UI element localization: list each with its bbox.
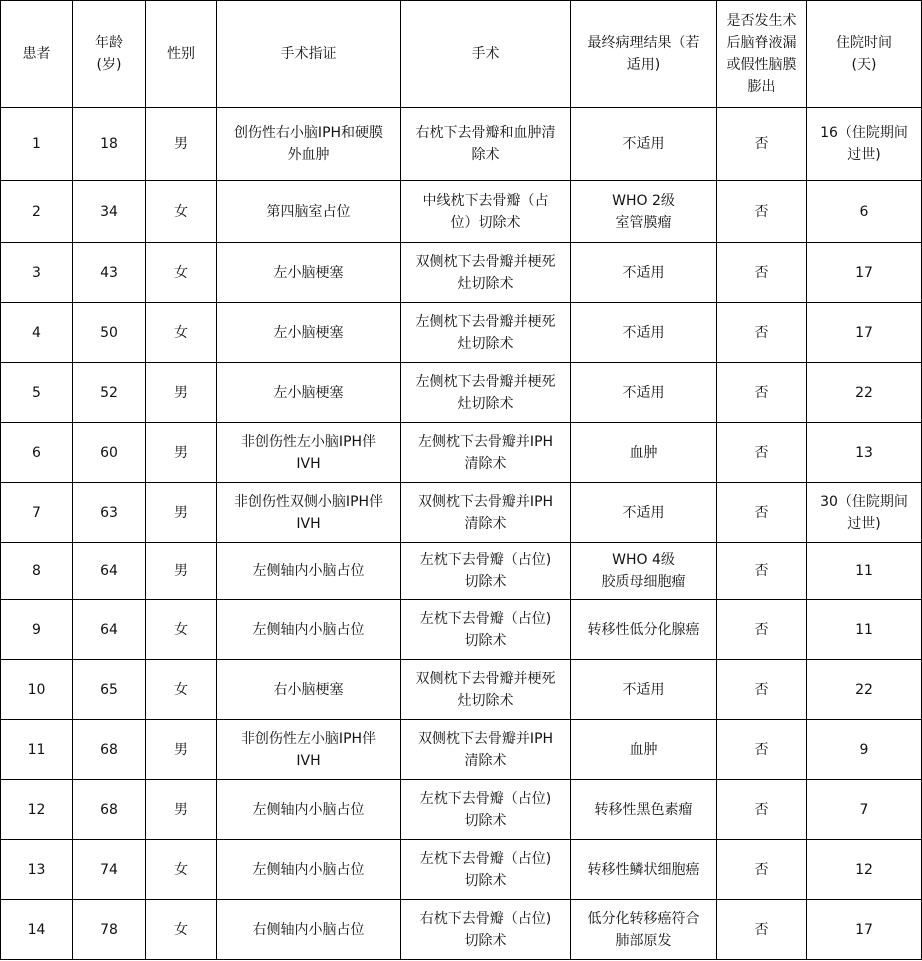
table-row <box>1 660 922 720</box>
age-cell: 18 <box>73 108 146 181</box>
indication-cell: 左侧轴内小脑占位 <box>217 600 401 660</box>
table-row <box>1 483 922 543</box>
csf-leak-cell: 否 <box>717 840 807 900</box>
surgery-cell: 左枕下去骨瓣（占位) 切除术 <box>401 840 571 900</box>
header-cell: 手术 <box>401 1 571 108</box>
pathology-cell: 血肿 <box>571 423 717 483</box>
surgery-cell: 双侧枕下去骨瓣并梗死 灶切除术 <box>401 660 571 720</box>
pathology-cell: 不适用 <box>571 483 717 543</box>
stay-cell: 17 <box>807 303 922 363</box>
sex-cell: 女 <box>146 900 217 960</box>
table-row <box>1 303 922 363</box>
indication-cell: 非创伤性双侧小脑IPH伴 IVH <box>217 483 401 543</box>
pathology-cell: 低分化转移癌符合 肺部原发 <box>571 900 717 960</box>
table-row <box>1 780 922 840</box>
table-row <box>1 840 922 900</box>
age-cell: 50 <box>73 303 146 363</box>
sex-cell: 男 <box>146 483 217 543</box>
age-cell: 64 <box>73 543 146 600</box>
table-row <box>1 543 922 600</box>
sex-cell: 女 <box>146 181 217 243</box>
patient-id-cell: 14 <box>1 900 73 960</box>
surgery-cell: 左侧枕下去骨瓣并梗死 灶切除术 <box>401 363 571 423</box>
patient-id-cell: 11 <box>1 720 73 780</box>
table-row <box>1 108 922 181</box>
csf-leak-cell: 否 <box>717 600 807 660</box>
header-cell: 手术指证 <box>217 1 401 108</box>
header-cell: 患者 <box>1 1 73 108</box>
stay-cell: 22 <box>807 363 922 423</box>
header-row <box>1 1 922 108</box>
sex-cell: 女 <box>146 660 217 720</box>
sex-cell: 女 <box>146 303 217 363</box>
indication-cell: 左小脑梗塞 <box>217 243 401 303</box>
indication-cell: 左侧轴内小脑占位 <box>217 543 401 600</box>
surgery-cell: 双侧枕下去骨瓣并梗死 灶切除术 <box>401 243 571 303</box>
table-row <box>1 900 922 960</box>
surgery-cell: 左侧枕下去骨瓣并IPH 清除术 <box>401 423 571 483</box>
age-cell: 65 <box>73 660 146 720</box>
sex-cell: 男 <box>146 363 217 423</box>
stay-cell: 17 <box>807 243 922 303</box>
header-cell: 住院时间 (天) <box>807 1 922 108</box>
age-cell: 68 <box>73 780 146 840</box>
indication-cell: 非创伤性左小脑IPH伴 IVH <box>217 720 401 780</box>
patient-id-cell: 10 <box>1 660 73 720</box>
header-cell: 是否发生术 后脑脊液漏 或假性脑膜 膨出 <box>717 1 807 108</box>
pathology-cell: 转移性鳞状细胞癌 <box>571 840 717 900</box>
pathology-cell: 转移性低分化腺癌 <box>571 600 717 660</box>
pathology-cell: 不适用 <box>571 363 717 423</box>
csf-leak-cell: 否 <box>717 660 807 720</box>
stay-cell: 12 <box>807 840 922 900</box>
age-cell: 34 <box>73 181 146 243</box>
surgery-cell: 双侧枕下去骨瓣并IPH 清除术 <box>401 720 571 780</box>
sex-cell: 男 <box>146 423 217 483</box>
indication-cell: 左小脑梗塞 <box>217 303 401 363</box>
stay-cell: 30（住院期间 过世) <box>807 483 922 543</box>
indication-cell: 左侧轴内小脑占位 <box>217 840 401 900</box>
table-row <box>1 181 922 243</box>
age-cell: 74 <box>73 840 146 900</box>
pathology-cell: 转移性黑色素瘤 <box>571 780 717 840</box>
indication-cell: 非创伤性左小脑IPH伴 IVH <box>217 423 401 483</box>
csf-leak-cell: 否 <box>717 363 807 423</box>
csf-leak-cell: 否 <box>717 543 807 600</box>
surgery-cell: 左侧枕下去骨瓣并梗死 灶切除术 <box>401 303 571 363</box>
patient-id-cell: 8 <box>1 543 73 600</box>
sex-cell: 男 <box>146 108 217 181</box>
patient-id-cell: 2 <box>1 181 73 243</box>
stay-cell: 13 <box>807 423 922 483</box>
indication-cell: 右小脑梗塞 <box>217 660 401 720</box>
surgery-cell: 右枕下去骨瓣（占位) 切除术 <box>401 900 571 960</box>
sex-cell: 男 <box>146 780 217 840</box>
sex-cell: 女 <box>146 600 217 660</box>
patient-id-cell: 4 <box>1 303 73 363</box>
csf-leak-cell: 否 <box>717 423 807 483</box>
csf-leak-cell: 否 <box>717 243 807 303</box>
header-cell: 性别 <box>146 1 217 108</box>
pathology-cell: 不适用 <box>571 108 717 181</box>
csf-leak-cell: 否 <box>717 483 807 543</box>
sex-cell: 女 <box>146 840 217 900</box>
header-cell: 年龄 (岁) <box>73 1 146 108</box>
stay-cell: 9 <box>807 720 922 780</box>
patient-id-cell: 9 <box>1 600 73 660</box>
stay-cell: 7 <box>807 780 922 840</box>
patient-id-cell: 1 <box>1 108 73 181</box>
age-cell: 52 <box>73 363 146 423</box>
age-cell: 64 <box>73 600 146 660</box>
sex-cell: 男 <box>146 720 217 780</box>
stay-cell: 11 <box>807 543 922 600</box>
sex-cell: 女 <box>146 243 217 303</box>
indication-cell: 左侧轴内小脑占位 <box>217 780 401 840</box>
table-row <box>1 600 922 660</box>
age-cell: 43 <box>73 243 146 303</box>
indication-cell: 创伤性右小脑IPH和硬膜 外血肿 <box>217 108 401 181</box>
table-row <box>1 243 922 303</box>
pathology-cell: 不适用 <box>571 660 717 720</box>
stay-cell: 6 <box>807 181 922 243</box>
pathology-cell: 不适用 <box>571 303 717 363</box>
csf-leak-cell: 否 <box>717 720 807 780</box>
csf-leak-cell: 否 <box>717 108 807 181</box>
patient-id-cell: 5 <box>1 363 73 423</box>
csf-leak-cell: 否 <box>717 900 807 960</box>
surgery-cell: 左枕下去骨瓣（占位) 切除术 <box>401 780 571 840</box>
indication-cell: 右侧轴内小脑占位 <box>217 900 401 960</box>
age-cell: 60 <box>73 423 146 483</box>
stay-cell: 17 <box>807 900 922 960</box>
patient-id-cell: 13 <box>1 840 73 900</box>
stay-cell: 16（住院期间 过世) <box>807 108 922 181</box>
patient-id-cell: 12 <box>1 780 73 840</box>
sex-cell: 男 <box>146 543 217 600</box>
table-row <box>1 720 922 780</box>
age-cell: 78 <box>73 900 146 960</box>
pathology-cell: 血肿 <box>571 720 717 780</box>
age-cell: 63 <box>73 483 146 543</box>
table-row <box>1 423 922 483</box>
indication-cell: 左小脑梗塞 <box>217 363 401 423</box>
pathology-cell: WHO 2级 室管膜瘤 <box>571 181 717 243</box>
header-cell: 最终病理结果（若 适用) <box>571 1 717 108</box>
surgery-cell: 右枕下去骨瓣和血肿清 除术 <box>401 108 571 181</box>
pathology-cell: WHO 4级 胶质母细胞瘤 <box>571 543 717 600</box>
table-body <box>1 108 922 960</box>
stay-cell: 22 <box>807 660 922 720</box>
pathology-cell: 不适用 <box>571 243 717 303</box>
patient-id-cell: 3 <box>1 243 73 303</box>
table-row <box>1 363 922 423</box>
indication-cell: 第四脑室占位 <box>217 181 401 243</box>
stay-cell: 11 <box>807 600 922 660</box>
csf-leak-cell: 否 <box>717 303 807 363</box>
csf-leak-cell: 否 <box>717 181 807 243</box>
surgery-cell: 中线枕下去骨瓣（占 位）切除术 <box>401 181 571 243</box>
patient-id-cell: 6 <box>1 423 73 483</box>
surgery-cell: 双侧枕下去骨瓣并IPH 清除术 <box>401 483 571 543</box>
surgery-cell: 左枕下去骨瓣（占位) 切除术 <box>401 543 571 600</box>
csf-leak-cell: 否 <box>717 780 807 840</box>
age-cell: 68 <box>73 720 146 780</box>
patient-id-cell: 7 <box>1 483 73 543</box>
surgery-cell: 左枕下去骨瓣（占位) 切除术 <box>401 600 571 660</box>
